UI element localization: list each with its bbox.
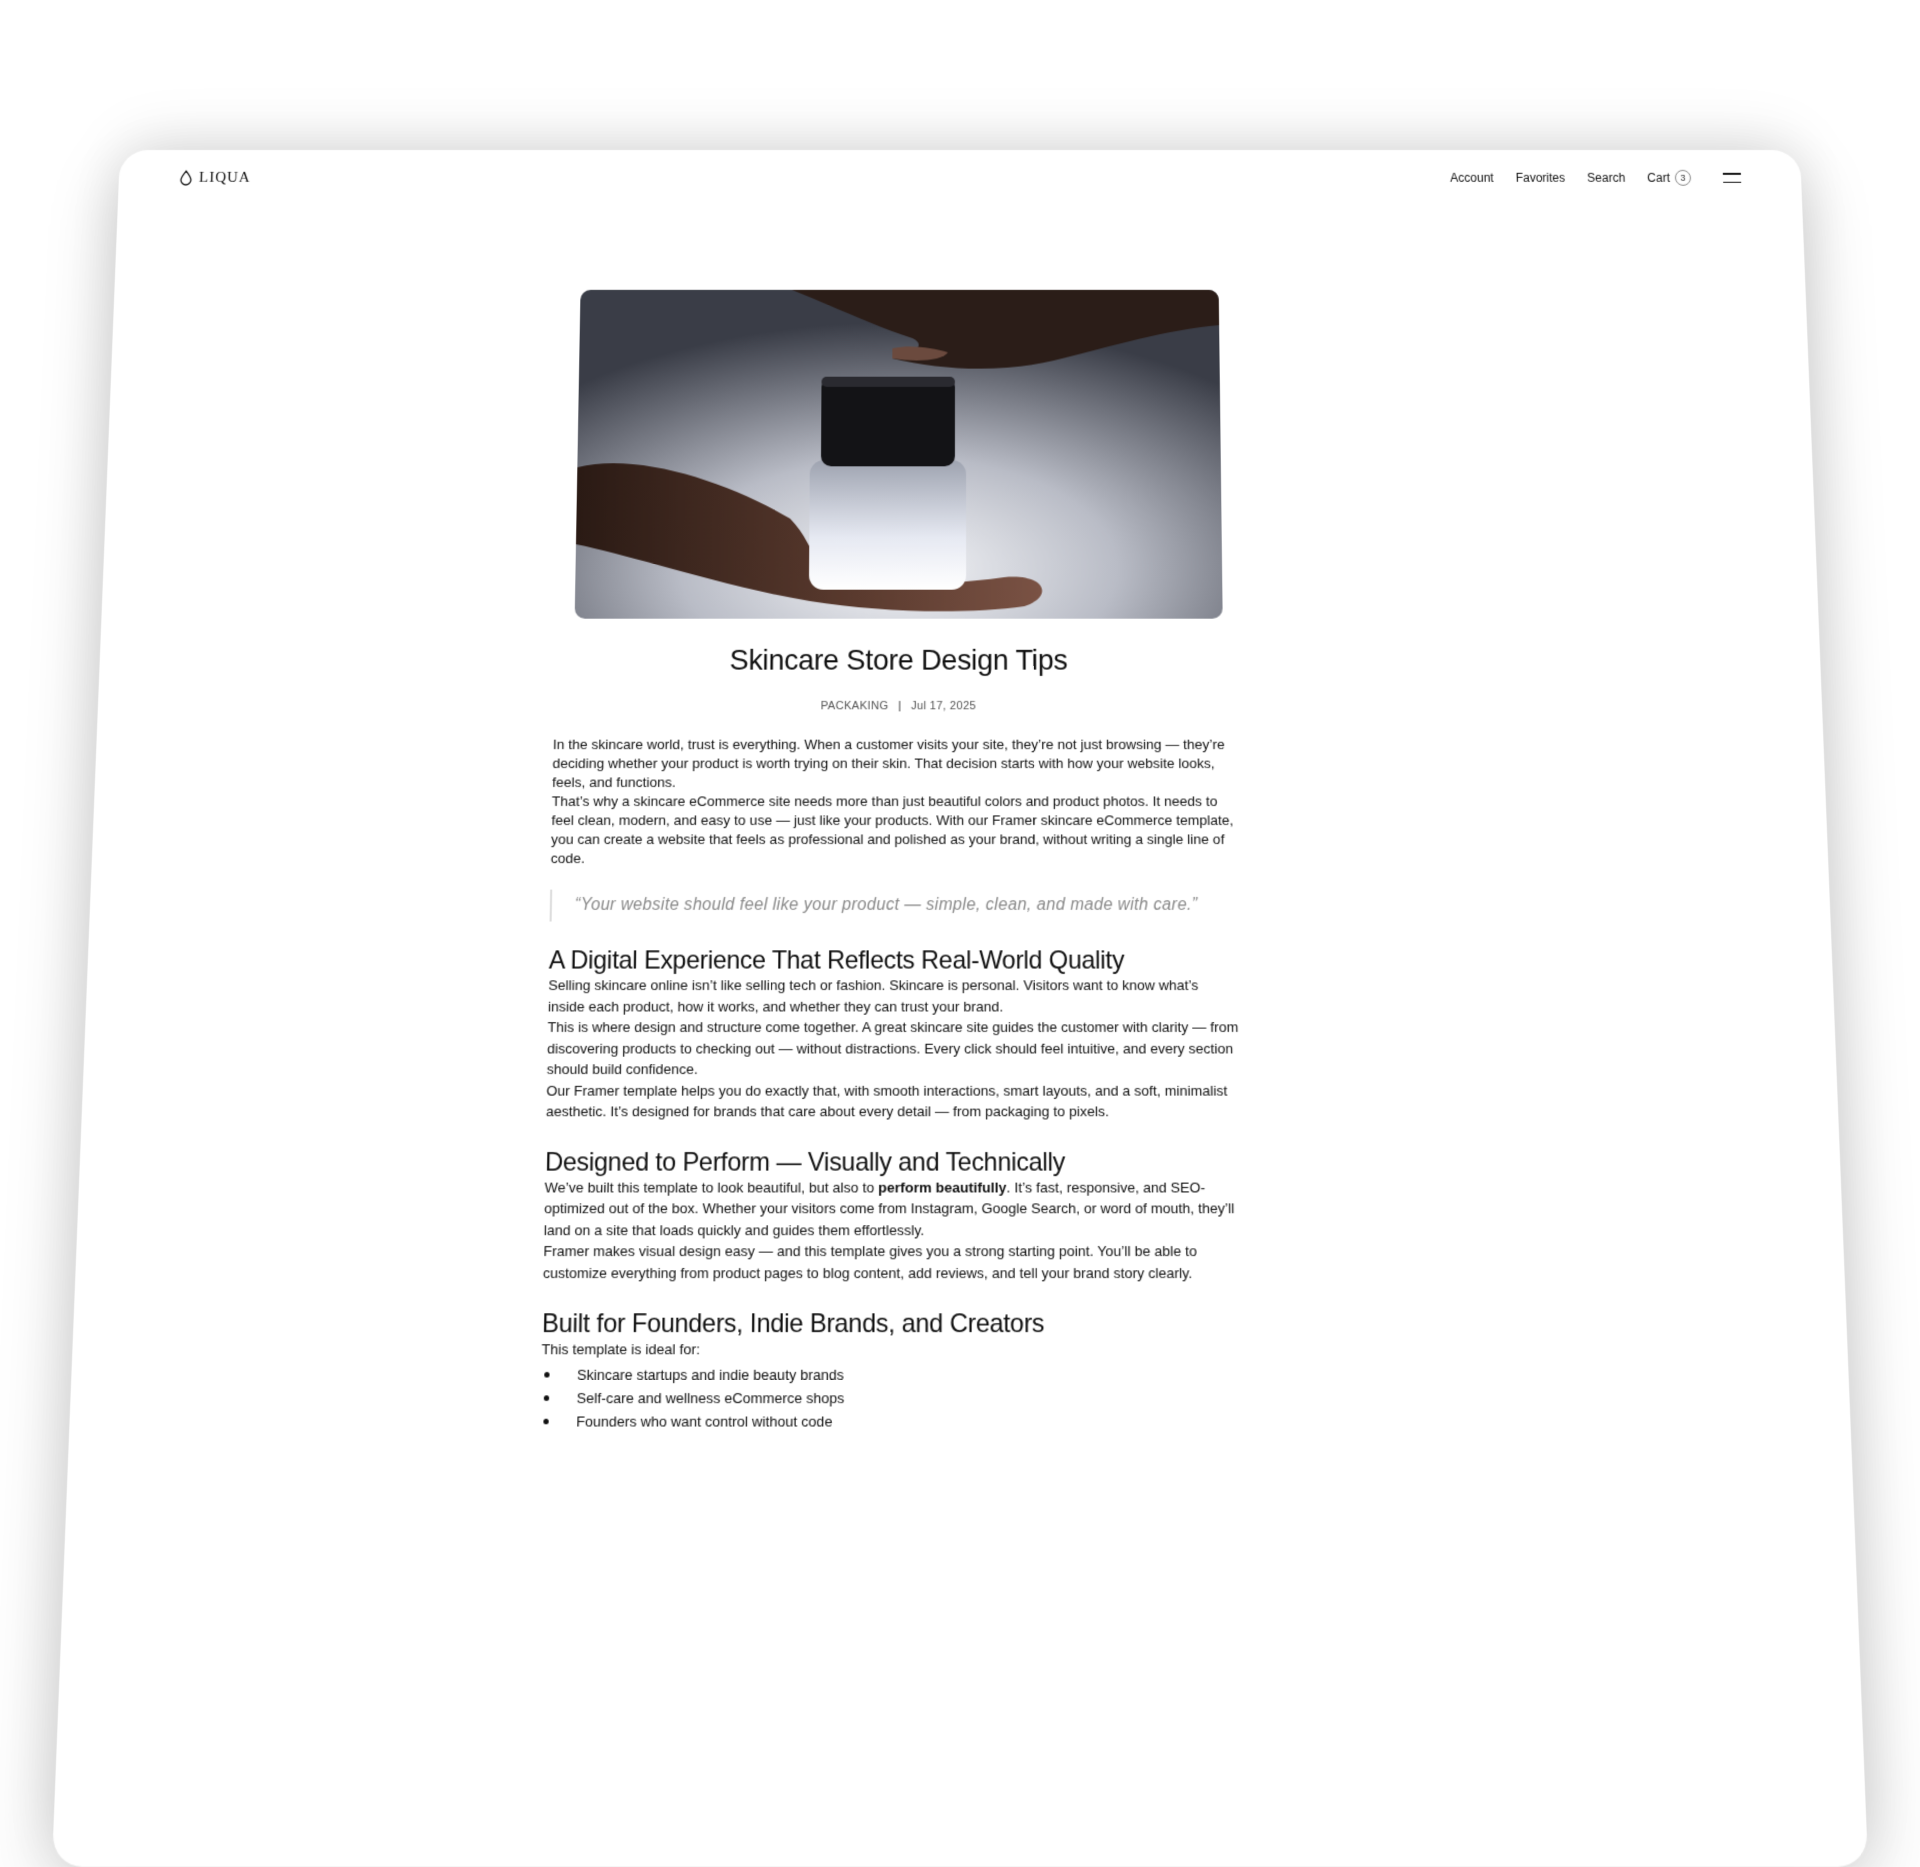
section-paragraph: [544, 1177, 1242, 1241]
browser-window: [52, 150, 1868, 1867]
article-meta: [549, 700, 1247, 713]
droplet-icon: [179, 170, 194, 186]
bullet-list: [540, 1363, 1244, 1433]
section-heading: A Digital Experience That Reflects Real-World Quality: [548, 946, 1125, 975]
section-heading: Built for Founders, Indie Brands, and Creators: [541, 1308, 1045, 1339]
meta-separator: |: [898, 699, 902, 713]
nav-account-link[interactable]: Account: [1450, 170, 1494, 185]
text-run: We’ve built this template to look beautiful, but also to: [544, 1178, 879, 1196]
article-date: Jul 17, 2025: [910, 699, 977, 713]
list-item: Skincare startups and indie beauty brands: [541, 1363, 1244, 1386]
hero-image: [575, 290, 1223, 619]
section-body: [543, 1177, 1243, 1284]
brand-name: LIQUA: [198, 169, 252, 186]
cart-label: Cart: [1647, 170, 1671, 185]
section-body: [540, 1339, 1244, 1433]
section-heading: Designed to Perform — Visually and Technically: [544, 1147, 1066, 1177]
cart-count-badge: 3: [1675, 170, 1692, 186]
section-paragraph: Selling skincare online isn’t like selling tech or fashion. Skincare is personal. Visitors want to know what’s inside each product, how it works, and whether they can trust your brand.: [547, 977, 1199, 1015]
pull-quote: “Your website should feel like your product — simple, clean, and made with care.”: [550, 890, 1238, 922]
article-intro: [536, 735, 1257, 1432]
nav-links: [1450, 170, 1741, 186]
blog-article: [536, 290, 1257, 1433]
section-paragraph: Our Framer template helps you do exactly that, with smooth interactions, smart layouts, and a soft, minimalist aesthetic. It’s designed for brands that care about every detail — from packaging to pixels.: [545, 1082, 1228, 1120]
brand-logo[interactable]: [179, 169, 251, 186]
section-paragraph: This template is ideal for:: [541, 1340, 701, 1358]
section-paragraph: This is where design and structure come together. A great skincare site guides the customer with clarity — from discovering products to checking out — without distractions. Every click should feel intuitive, and every section should build confidence.: [546, 1018, 1239, 1078]
intro-paragraph: In the skincare world, trust is everything. When a customer visits your site, they’re not just browsing — they’re deciding whether your product is worth trying on their skin. That decision starts with how your website looks, feels, and functions.: [552, 736, 1225, 791]
intro-paragraph: That’s why a skincare eCommerce site needs more than just beautiful colors and product photos. It needs to feel clean, modern, and easy to use — just like your products. With our Framer skincare eCommerce template, you can create a website that feels as professional and polished as your brand, without writing a single line of code.: [550, 793, 1234, 867]
top-nav: [118, 150, 1802, 206]
hamburger-menu-icon[interactable]: [1723, 173, 1741, 183]
nav-favorites-link[interactable]: Favorites: [1515, 170, 1566, 185]
article-title: Skincare Store Design Tips: [729, 643, 1068, 676]
text-run: . It’s fast, responsive, and SEO-optimized out of the box. Whether your visitors come from Instagram, Google Search, or word of mouth, they’ll land on a site that loads quickly and guides them effortlessly.: [543, 1178, 1235, 1238]
bold-text: perform beautifully: [878, 1178, 1007, 1196]
article-category[interactable]: PACKAKING: [820, 699, 889, 713]
section-paragraph: Framer makes visual design easy — and this template gives you a strong starting point. You’ll be able to customize everything from product pages to blog content, add reviews, and tell your brand story clearly.: [542, 1242, 1198, 1281]
section-body: [546, 975, 1240, 1122]
nav-search-link[interactable]: Search: [1586, 170, 1626, 185]
list-item: Self-care and wellness eCommerce shops: [540, 1386, 1243, 1409]
nav-cart-link[interactable]: [1647, 170, 1691, 186]
list-item: Founders who want control without code: [540, 1409, 1244, 1432]
